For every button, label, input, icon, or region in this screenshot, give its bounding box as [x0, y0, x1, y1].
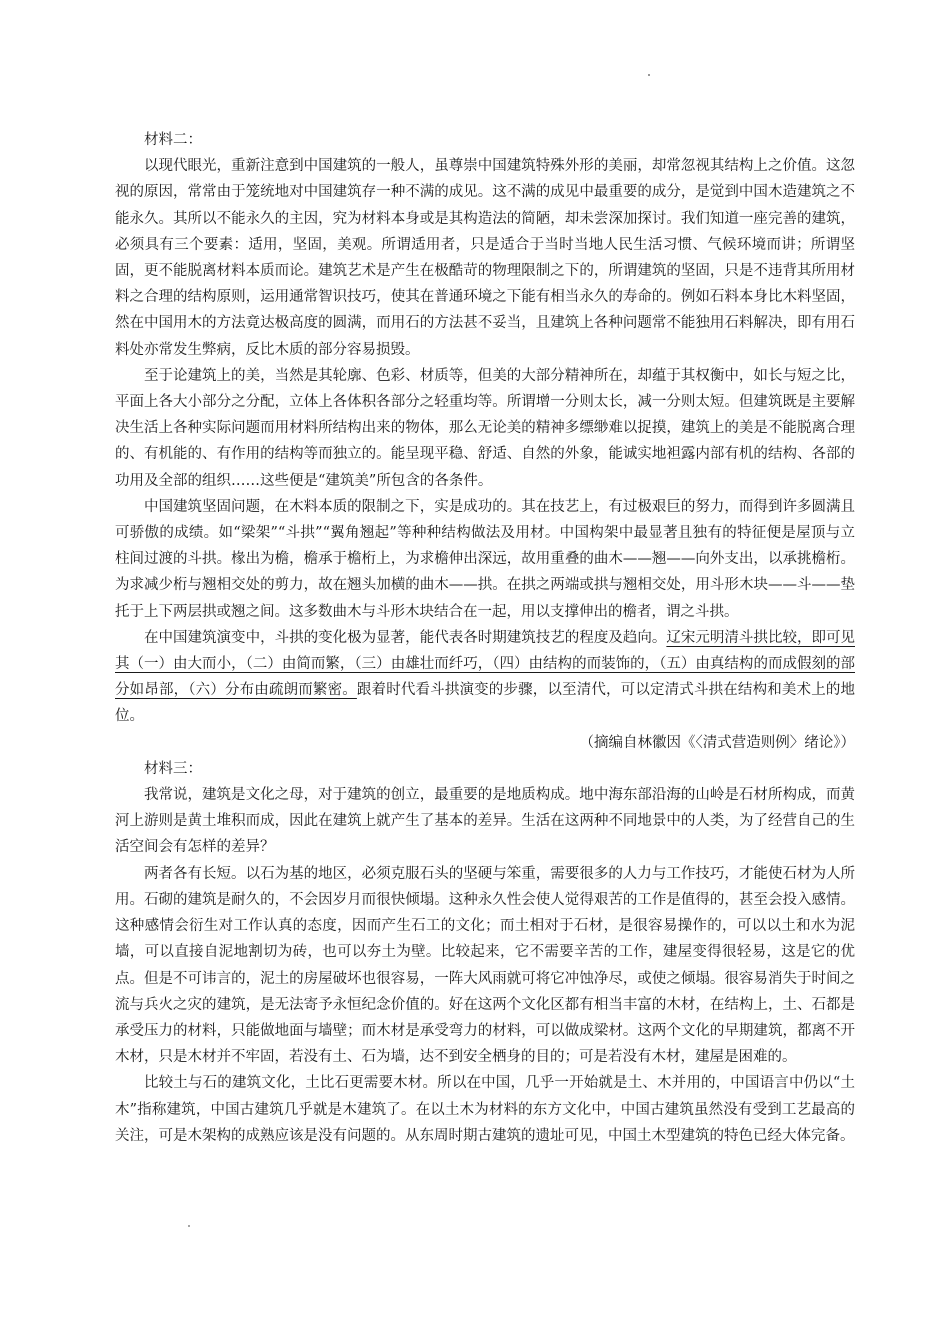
material-three-paragraph-2: 两者各有长短。以石为基的地区，必须克服石头的坚硬与笨重，需要很多的人力与工作技巧，才能使石材为人所用。石砌的建筑是耐久的，不会因岁月而很快倾塌。这种永久性会使人觉得艰苦的工作是值得的，甚至会投入感情。这种感情会衍生对工作认真的态度，因而产生石工的文化；而土相对于石材，是很容易操作的，可以以土和水为泥墙，可以直接自泥地割切为砖，也可以夯土为壁。比较起来，它不需要辛苦的工作，建屋变得很轻易，这是它的优点。但是不可讳言的，泥土的房屋破坏也很容易，一阵大风雨就可将它冲蚀净尽，或使之倾塌。很容易消失于时间之流与兵火之灾的建筑，是无法寄予永恒纪念价值的。好在这两个文化区都有相当丰富的木材，在结构上，土、石都是承受压力的材料，只能做地面与墙壁；而木材是承受弯力的材料，可以做成梁材。这两个文化的早期建筑，都离不开木材，只是木材并不牢固，若没有土、石为墙，达不到安全栖身的目的；可是若没有木材，建屋是困难的。	[115, 865, 855, 1066]
material-three-heading: 材料三：	[144, 760, 202, 777]
material-three-paragraph-3: 比较土与石的建筑文化，土比石更需要木材。所以在中国，几乎一开始就是土、木并用的，中国语言中仍以“土木”指称建筑，中国古建筑几乎就是木建筑了。在以土木为材料的东方文化中，中国古建筑虽然没有受到工艺最高的关注，可是木架构的成熟应该是没有问题的。从东周时期古建筑的遗址可见，中国土木型建筑的特色已经大体完备。	[115, 1075, 855, 1144]
reading-material	[115, 127, 855, 1149]
material-two-paragraph-2: 至于论建筑上的美，当然是其轮廓、色彩、材质等，但美的大部分精神所在，却蕴于其权衡中，如长与短之比，平面上各大小部分之分配，立体上各体积各部分之轻重均等。所谓增一分则太长，减一分则太短。但建筑既是主要解决生活上各种实际问题而用材料所结构出来的物体，那么无论美的精神多缥缈难以捉摸，建筑上的美是不能脱离合理的、有机能的、有作用的结构等而独立的。能呈现平稳、舒适、自然的外象，能诚实地袒露内部有机的结构、各部的功用及全部的组织……这些便是“建筑美”所包含的各条件。	[115, 367, 855, 489]
source-citation: （摘编自林徽因《〈清式营造则例〉绪论》）	[579, 734, 855, 751]
underlined-sentence: 辽宋元明清斗拱比较，即可见其（一）由大而小，（二）由简而繁，（三）由雄壮而纤巧，（四）由结构的而装饰的，（五）由真结构的而成假刻的部分如昂部，（六）分布由疏朗而繁密。	[115, 629, 855, 699]
scan-speck	[188, 1225, 190, 1227]
paragraph-4-lead: 在中国建筑演变中，斗拱的变化极为显著，能代表各时期建筑技艺的程度及趋向。	[144, 629, 667, 646]
material-two-paragraph-3: 中国建筑坚固问题，在木料本质的限制之下，实是成功的。其在技艺上，有过极艰巨的努力，而得到许多圆满且可骄傲的成绩。如“梁架”“斗拱”“翼角翘起”等种种结构做法及用材。中国构架中最显著且独有的特征便是屋顶与立柱间过渡的斗拱。椽出为檐，檐承于檐桁上，为求檐伸出深远，故用重叠的曲木——翘——向外支出，以承挑檐桁。为求减少桁与翘相交处的剪力，故在翘头加横的曲木——拱。在拱之两端或拱与翘相交处，用斗形木块——斗——垫托于上下两层拱或翘之间。这多数曲木与斗形木块结合在一起，用以支撑伸出的檐者，谓之斗拱。	[115, 498, 855, 620]
material-two-paragraph-1: 以现代眼光，重新注意到中国建筑的一般人，虽尊崇中国建筑特殊外形的美丽，却常忽视其结构上之价值。这忽视的原因，常常由于笼统地对中国建筑存一种不满的成见。这不满的成见中最重要的成分，是觉到中国木造建筑之不能永久。其所以不能永久的主因，究为材料本身或是其构造法的简陋，却未尝深加探讨。我们知道一座完善的建筑，必须具有三个要素：适用，坚固，美观。所谓适用者，只是适合于当时当地人民生活习惯、气候环境而讲；所谓坚固，更不能脱离材料本质而论。建筑艺术是产生在极酷苛的物理限制之下的，所谓建筑的坚固，只是不违背其所用材料之合理的结构原则，运用通常智识技巧，使其在普通环境之下能有相当永久的寿命的。例如石料本身比木料坚固，然在中国用木的方法竟达极高度的圆满，而用石的方法甚不妥当，且建筑上各种问题常不能独用石料解决，即有用石料处亦常发生弊病，反比木质的部分容易损毁。	[115, 158, 855, 358]
paragraph-4-tail: 跟着时代看斗拱演变的步骤，以至清代，可以定清式斗拱在结构和美术上的地位。	[115, 682, 856, 725]
material-two-paragraph-4	[115, 625, 855, 730]
material-three-paragraph-1: 我常说，建筑是文化之母，对于建筑的创立，最重要的是地质构成。地中海东部沿海的山岭是石材所构成，而黄河上游则是黄土堆积而成，因此在建筑上就产生了基本的差异。生活在这两种不同地景中的人类，为了经营自己的生活空间会有怎样的差异？	[115, 787, 855, 856]
scan-speck	[648, 74, 650, 76]
material-two-heading: 材料二：	[144, 132, 202, 148]
